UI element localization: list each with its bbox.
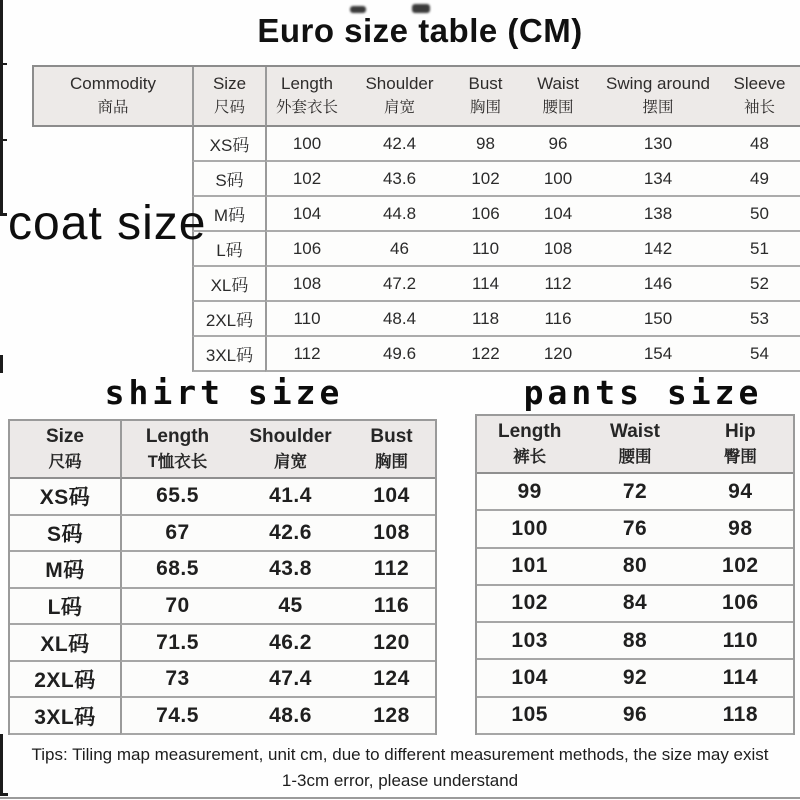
coat-value-cell: 102 [452, 162, 519, 197]
left-crop-tick-3 [0, 213, 7, 216]
header-label-zh: 腰围 [618, 447, 652, 466]
shirt-value-cell: 48.6 [233, 698, 348, 735]
coat-value-cell: 42.4 [347, 127, 452, 162]
coat-value-cell: 146 [597, 267, 719, 302]
left-crop-line-bottom [0, 734, 3, 796]
pants-value-cell: 118 [688, 698, 793, 735]
coat-value-cell: 138 [597, 197, 719, 232]
coat-value-cell: 104 [265, 197, 347, 232]
shirt-value-cell: 70 [120, 589, 233, 626]
coat-value-cell: 48.4 [347, 302, 452, 337]
pants-value-cell: 96 [582, 698, 687, 735]
pants-value-cell: 94 [688, 474, 793, 511]
coat-value-cell: 130 [597, 127, 719, 162]
shirt-value-cell: 46.2 [233, 625, 348, 662]
header-label-zh: 腰围 [542, 99, 574, 117]
bottom-crop-rule [0, 797, 800, 799]
coat-header-swing-around [597, 67, 719, 127]
coat-header-size [192, 67, 265, 127]
shirt-size-cell: M码 [10, 552, 120, 589]
coat-value-cell: 112 [265, 337, 347, 372]
pants-value-cell: 84 [582, 586, 687, 623]
shirt-value-cell: 120 [348, 625, 435, 662]
coat-header-length [265, 67, 347, 127]
coat-value-cell: 102 [265, 162, 347, 197]
header-label-en: Shoulder [249, 426, 332, 448]
header-label-en: Swing around [606, 74, 710, 94]
coat-value-cell: 44.8 [347, 197, 452, 232]
shirt-size-table [8, 419, 437, 735]
shirt-value-cell: 68.5 [120, 552, 233, 589]
coat-size-cell: XS码 [192, 127, 265, 162]
pants-value-cell: 99 [477, 474, 582, 511]
header-label-zh: 裤长 [513, 447, 547, 466]
header-label-en: Waist [537, 74, 579, 94]
header-label-en: Length [281, 74, 333, 94]
coat-value-cell: 54 [719, 337, 800, 372]
header-label-zh: T恤衣长 [147, 452, 208, 471]
pants-header-hip [688, 416, 793, 474]
shirt-value-cell: 43.8 [233, 552, 348, 589]
shirt-value-cell: 42.6 [233, 516, 348, 553]
coat-value-cell: 134 [597, 162, 719, 197]
shirt-size-cell: XL码 [10, 625, 120, 662]
shirt-value-cell: 67 [120, 516, 233, 553]
coat-value-cell: 110 [265, 302, 347, 337]
shirt-header-size [10, 421, 120, 479]
coat-value-cell: 108 [265, 267, 347, 302]
pants-value-cell: 114 [688, 660, 793, 697]
pants-header-length [477, 416, 582, 474]
coat-header-shoulder [347, 67, 452, 127]
coat-value-cell: 108 [519, 232, 597, 267]
header-label-en: Bust [468, 74, 503, 94]
header-label-zh: 袖长 [743, 99, 775, 117]
header-label-en: Length [498, 421, 562, 443]
coat-value-cell: 154 [597, 337, 719, 372]
coat-value-cell: 98 [452, 127, 519, 162]
header-label-zh: 肩宽 [274, 452, 307, 471]
coat-value-cell: 46 [347, 232, 452, 267]
header-label-zh: 尺码 [48, 452, 82, 471]
coat-value-cell: 118 [452, 302, 519, 337]
coat-value-cell: 106 [265, 232, 347, 267]
pants-value-cell: 72 [582, 474, 687, 511]
coat-size-cell: L码 [192, 232, 265, 267]
shirt-size-cell: XS码 [10, 479, 120, 516]
coat-size-cell: XL码 [192, 267, 265, 302]
coat-value-cell: 49.6 [347, 337, 452, 372]
shirt-header-shoulder [233, 421, 348, 479]
coat-value-cell: 47.2 [347, 267, 452, 302]
coat-value-cell: 112 [519, 267, 597, 302]
coat-header-bust [452, 67, 519, 127]
shirt-value-cell: 128 [348, 698, 435, 735]
coat-size-cell: S码 [192, 162, 265, 197]
header-label-en: Bust [370, 426, 413, 448]
coat-value-cell: 96 [519, 127, 597, 162]
coat-size-cell: 2XL码 [192, 302, 265, 337]
shirt-value-cell: 104 [348, 479, 435, 516]
header-label-zh: 臀围 [723, 447, 757, 466]
coat-value-cell: 100 [265, 127, 347, 162]
pants-value-cell: 106 [688, 586, 793, 623]
header-label-en: Shoulder [365, 74, 434, 94]
shirt-size-cell: L码 [10, 589, 120, 626]
pants-size-title: pants size [523, 373, 763, 412]
shirt-value-cell: 124 [348, 662, 435, 699]
page-title: Euro size table (CM) [257, 12, 583, 49]
shirt-value-cell: 47.4 [233, 662, 348, 699]
pants-value-cell: 102 [477, 586, 582, 623]
header-label-zh: 尺码 [213, 99, 245, 117]
coat-header-commodity [32, 67, 192, 127]
coat-value-cell: 53 [719, 302, 800, 337]
header-label-en: Size [212, 74, 247, 94]
coat-value-cell: 100 [519, 162, 597, 197]
pants-value-cell: 101 [477, 549, 582, 586]
coat-value-cell: 120 [519, 337, 597, 372]
shirt-value-cell: 71.5 [120, 625, 233, 662]
left-crop-line-mid [0, 355, 3, 373]
header-label-zh: 肩宽 [383, 99, 415, 117]
coat-value-cell: 52 [719, 267, 800, 302]
header-label-en: Size [45, 426, 85, 448]
shirt-value-cell: 45 [233, 589, 348, 626]
header-label-en: Commodity [70, 74, 156, 94]
shirt-value-cell: 74.5 [120, 698, 233, 735]
shirt-size-cell: 2XL码 [10, 662, 120, 699]
measurement-tips: Tips: Tiling map measurement, unit cm, due to different measurement methods, the size may exist 1-3cm error, please understand [31, 745, 769, 790]
pants-size-table [475, 414, 795, 735]
pants-value-cell: 100 [477, 511, 582, 548]
shirt-value-cell: 116 [348, 589, 435, 626]
header-label-en: Length [145, 426, 210, 448]
header-label-en: Hip [725, 421, 756, 443]
coat-value-cell: 114 [452, 267, 519, 302]
coat-value-cell: 106 [452, 197, 519, 232]
coat-header-sleeve [719, 67, 800, 127]
header-label-zh: 外套衣长 [275, 99, 338, 117]
coat-value-cell: 104 [519, 197, 597, 232]
coat-value-cell: 50 [719, 197, 800, 232]
coat-size-label: coat size [8, 197, 207, 250]
pants-value-cell: 110 [688, 623, 793, 660]
left-crop-line-top [0, 0, 3, 216]
shirt-size-cell: 3XL码 [10, 698, 120, 735]
pants-value-cell: 103 [477, 623, 582, 660]
coat-value-cell: 48 [719, 127, 800, 162]
pants-value-cell: 76 [582, 511, 687, 548]
coat-header-waist [519, 67, 597, 127]
header-label-zh: 摆围 [642, 99, 674, 117]
pants-value-cell: 92 [582, 660, 687, 697]
pants-value-cell: 98 [688, 511, 793, 548]
coat-value-cell: 49 [719, 162, 800, 197]
coat-value-cell: 142 [597, 232, 719, 267]
shirt-header-bust [348, 421, 435, 479]
header-label-zh: 胸围 [375, 452, 408, 471]
left-crop-tick-4 [0, 793, 8, 796]
coat-value-cell: 116 [519, 302, 597, 337]
header-label-zh: 商品 [97, 99, 129, 117]
pants-header-waist [582, 416, 687, 474]
coat-value-cell: 110 [452, 232, 519, 267]
shirt-value-cell: 41.4 [233, 479, 348, 516]
pants-value-cell: 104 [477, 660, 582, 697]
pants-value-cell: 88 [582, 623, 687, 660]
pants-value-cell: 80 [582, 549, 687, 586]
shirt-size-cell: S码 [10, 516, 120, 553]
coat-value-cell: 51 [719, 232, 800, 267]
coat-value-cell: 43.6 [347, 162, 452, 197]
shirt-value-cell: 73 [120, 662, 233, 699]
left-crop-tick-2 [0, 139, 7, 141]
shirt-value-cell: 112 [348, 552, 435, 589]
shirt-header-length [120, 421, 233, 479]
header-label-en: Sleeve [733, 74, 786, 94]
pants-value-cell: 105 [477, 698, 582, 735]
header-label-zh: 胸围 [469, 99, 501, 117]
header-label-en: Waist [610, 421, 660, 443]
coat-value-cell: 150 [597, 302, 719, 337]
shirt-value-cell: 108 [348, 516, 435, 553]
shirt-value-cell: 65.5 [120, 479, 233, 516]
shirt-size-title: shirt size [104, 373, 344, 412]
left-crop-tick-1 [0, 63, 7, 65]
coat-size-cell: 3XL码 [192, 337, 265, 372]
pants-value-cell: 102 [688, 549, 793, 586]
coat-size-cell: M码 [192, 197, 265, 232]
coat-value-cell: 122 [452, 337, 519, 372]
